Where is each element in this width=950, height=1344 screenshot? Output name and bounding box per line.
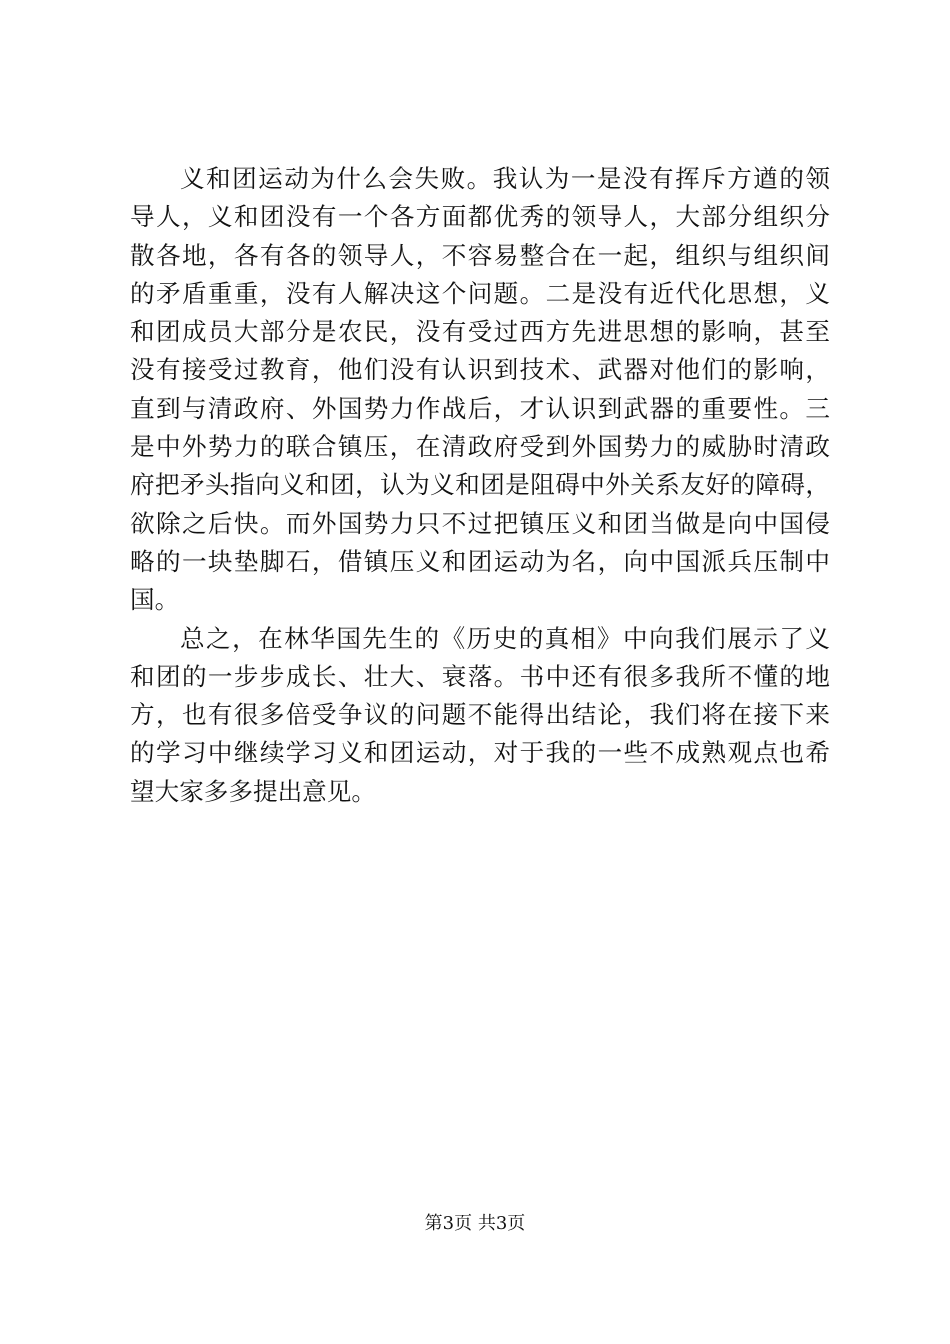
text-line: 略的一块垫脚石，借镇压义和团运动为名，向中国派兵压制中 (130, 546, 830, 576)
text-line: 导人，义和团没有一个各方面都优秀的领导人，大部分组织分 (130, 202, 830, 232)
text-line: 散各地，各有各的领导人，不容易整合在一起，组织与组织间 (130, 240, 830, 270)
document-body (130, 160, 830, 811)
text-line: 直到与清政府、外国势力作战后，才认识到武器的重要性。三 (130, 393, 830, 423)
text-line: 义和团运动为什么会失败。我认为一是没有挥斥方遒的领 (180, 164, 830, 193)
text-line: 方，也有很多倍受争议的问题不能得出结论，我们将在接下来 (130, 700, 830, 730)
text-line: 国。 (130, 585, 180, 615)
text-line: 是中外势力的联合镇压，在清政府受到外国势力的威胁时清政 (130, 432, 830, 462)
text-line: 的学习中继续学习义和团运动，对于我的一些不成熟观点也希 (130, 738, 830, 768)
text-line: 欲除之后快。而外国势力只不过把镇压义和团当做是向中国侵 (130, 508, 830, 538)
text-line: 望大家多多提出意见。 (130, 776, 376, 806)
text-line: 总之，在林华国先生的《历史的真相》中向我们展示了义 (180, 623, 830, 653)
text-line: 和团的一步步成长、壮大、衰落。书中还有很多我所不懂的地 (130, 661, 830, 691)
page-number-footer: 第3页 共3页 (424, 1213, 526, 1234)
paragraph-conclusion (130, 620, 830, 811)
text-line: 府把矛头指向义和团，认为义和团是阻碍中外关系友好的障碍， (130, 470, 830, 500)
text-line: 和团成员大部分是农民，没有受过西方先进思想的影响，甚至 (130, 317, 830, 347)
text-line: 的矛盾重重，没有人解决这个问题。二是没有近代化思想，义 (130, 278, 830, 308)
paragraph-failure-reasons (130, 160, 830, 620)
text-line: 没有接受过教育，他们没有认识到技术、武器对他们的影响， (130, 355, 830, 385)
